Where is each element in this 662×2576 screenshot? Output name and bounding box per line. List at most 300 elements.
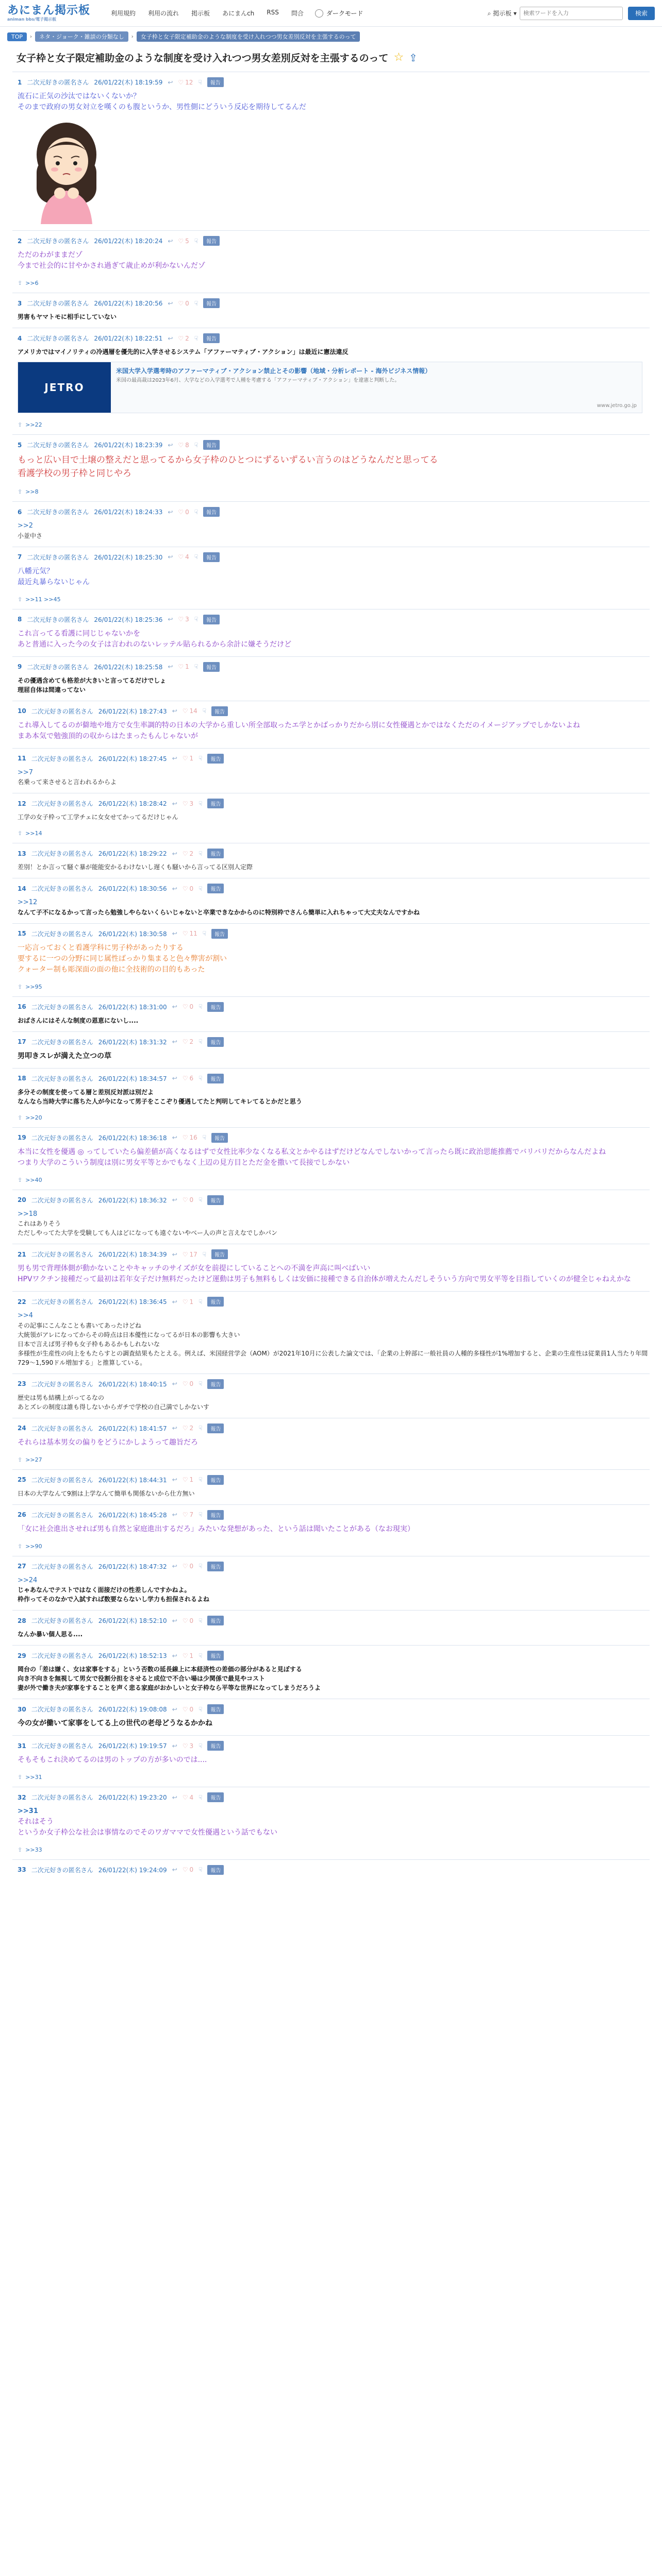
share-icon[interactable]: ⇪ — [18, 1114, 23, 1121]
post-number[interactable]: 20 — [18, 1196, 26, 1204]
reply-icon[interactable]: ↩ — [168, 616, 173, 623]
share-icon[interactable]: ⇪ — [18, 1774, 23, 1781]
report-badge[interactable]: 報告 — [207, 1475, 224, 1485]
reply-icon[interactable]: ↩ — [168, 299, 173, 307]
post — [12, 609, 650, 656]
reply-anchor-list[interactable]: >>20 — [25, 1114, 42, 1121]
reply-icon[interactable]: ↩ — [168, 334, 173, 342]
post-number[interactable]: 11 — [18, 755, 26, 762]
report-badge[interactable]: 報告 — [203, 236, 220, 246]
heart-icon: ♡ — [182, 1705, 188, 1713]
report-badge[interactable]: 報告 — [207, 1792, 224, 1802]
thumbs-down-icon[interactable]: ☟ — [202, 1134, 207, 1141]
post-body — [18, 676, 650, 694]
thumbs-down-icon[interactable]: ☟ — [198, 1511, 203, 1518]
report-badge[interactable]: 報告 — [207, 1002, 224, 1012]
post-body — [18, 1718, 650, 1729]
post-number[interactable]: 16 — [18, 1003, 26, 1010]
post-date: 26/01/22(木) 19:19:57 — [98, 1742, 167, 1750]
breadcrumb-top[interactable]: TOP — [7, 32, 27, 41]
reply-icon[interactable]: ↩ — [172, 1705, 177, 1713]
thumbs-down-icon[interactable]: ☟ — [202, 707, 207, 715]
report-badge[interactable]: 報告 — [207, 1616, 224, 1625]
reply-icon[interactable]: ↩ — [172, 1380, 177, 1387]
heart-icon: ♡ — [182, 1742, 188, 1750]
post-number[interactable]: 8 — [18, 616, 22, 623]
post-date: 26/01/22(木) 18:23:39 — [94, 442, 163, 449]
like-button[interactable] — [183, 1511, 193, 1518]
like-button[interactable] — [183, 1794, 193, 1801]
thumbs-down-icon[interactable]: ☟ — [198, 885, 203, 892]
reply-icon[interactable]: ↩ — [172, 1866, 177, 1873]
thumbs-down-icon[interactable]: ☟ — [198, 1617, 203, 1624]
post — [12, 1031, 650, 1068]
report-badge[interactable]: 報告 — [207, 1195, 224, 1205]
like-button[interactable] — [178, 335, 189, 342]
post-author: 二次元好きの匿名さん — [31, 1251, 93, 1258]
anchor-link[interactable]: >>24 — [18, 1576, 38, 1584]
like-button[interactable] — [178, 442, 189, 449]
reply-icon[interactable]: ↩ — [168, 508, 173, 516]
like-button[interactable] — [183, 1563, 193, 1570]
thumbs-down-icon[interactable]: ☟ — [198, 1038, 203, 1045]
post-text-line: 「女に社会進出させれば男も自然と家庭進出するだろ」みたいな発想があった、という話は聞いたことがある（なお現実） — [18, 1524, 415, 1533]
post-meta — [18, 1792, 650, 1802]
thumbs-down-icon[interactable]: ☟ — [198, 1075, 203, 1082]
thumbs-down-icon[interactable]: ☟ — [194, 553, 198, 561]
reply-icon[interactable]: ↩ — [172, 800, 177, 807]
like-button[interactable] — [183, 1251, 197, 1258]
post-number[interactable]: 1 — [18, 78, 22, 86]
post-number[interactable]: 14 — [18, 885, 26, 892]
post-text-line: アメリカではマイノリティの冷遇層を優先的に入学させるシステム「アファーマティブ・アクション」は最近に憲法違反 — [18, 348, 349, 355]
like-button[interactable] — [183, 755, 193, 762]
post-number[interactable]: 15 — [18, 930, 26, 937]
post-number[interactable]: 10 — [18, 707, 26, 715]
nav-terms[interactable]: 利用規約 — [111, 10, 136, 17]
heart-icon: ♡ — [182, 1196, 188, 1204]
like-button[interactable] — [183, 1134, 197, 1141]
post-text-line: そもそもこれ決めてるのは男のトップの方が多いのでは.... — [18, 1756, 207, 1764]
like-button[interactable] — [183, 1075, 193, 1082]
post-text-line: HPVワクチン接種だって最初は若年女子だけ無料だったけど運動は男子も無料もしくは安価に接種できる自治体が増えたんだしそういう方向で男女平等を目指していくのが健全じゃねえかな — [18, 1275, 631, 1283]
nav-board[interactable]: 掲示板 — [191, 10, 210, 17]
share-icon[interactable]: ⇪ — [18, 1846, 23, 1853]
post-number[interactable]: 30 — [18, 1705, 26, 1713]
report-badge[interactable]: 報告 — [207, 754, 224, 764]
share-icon[interactable]: ⇪ — [18, 280, 23, 286]
dark-mode-label: ダークモード — [326, 10, 363, 17]
like-button[interactable] — [183, 885, 193, 892]
post-meta — [18, 1651, 650, 1660]
post — [12, 793, 650, 843]
thumbs-down-icon[interactable]: ☟ — [198, 1196, 203, 1204]
post-body — [18, 1393, 650, 1412]
reply-icon[interactable]: ↩ — [168, 553, 173, 561]
report-badge[interactable]: 報告 — [207, 1074, 224, 1083]
report-badge[interactable]: 報告 — [207, 1297, 224, 1307]
like-button[interactable] — [183, 1476, 193, 1483]
post-text-line: 多分その制度を使ってる層と差別反対派は別だよ — [18, 1088, 154, 1096]
reply-icon[interactable]: ↩ — [172, 1196, 177, 1204]
reply-anchors — [18, 984, 650, 990]
post — [12, 1127, 650, 1190]
post-body — [18, 454, 650, 480]
anchor-link[interactable]: >>2 — [18, 522, 34, 530]
reply-icon[interactable]: ↩ — [172, 1742, 177, 1750]
like-count: 4 — [185, 553, 189, 561]
reply-icon[interactable]: ↩ — [172, 707, 177, 715]
post-body — [18, 1088, 650, 1106]
reply-icon[interactable]: ↩ — [172, 1511, 177, 1518]
reply-icon[interactable]: ↩ — [172, 1476, 177, 1483]
post-meta — [18, 1704, 650, 1714]
reply-icon[interactable]: ↩ — [172, 1250, 177, 1258]
post-text-line: 小並中さ — [18, 532, 43, 539]
like-button[interactable] — [183, 1038, 193, 1045]
post-number[interactable]: 28 — [18, 1617, 26, 1624]
post-meta — [18, 1616, 650, 1625]
like-button[interactable] — [183, 1706, 193, 1713]
reply-anchors — [18, 1177, 650, 1183]
reply-icon[interactable]: ↩ — [168, 441, 173, 449]
heart-icon: ♡ — [182, 850, 188, 857]
report-badge[interactable]: 報告 — [207, 1510, 224, 1520]
share-icon[interactable]: ⇪ — [18, 1176, 23, 1183]
thumbs-down-icon[interactable]: ☟ — [198, 1652, 203, 1659]
post-date: 26/01/22(木) 18:27:45 — [98, 755, 167, 762]
link-info — [111, 362, 642, 413]
post-body — [18, 720, 650, 742]
like-count: 0 — [189, 1617, 194, 1624]
thumbs-down-icon[interactable]: ☟ — [194, 508, 198, 516]
like-button[interactable] — [183, 1003, 193, 1010]
report-badge[interactable]: 報告 — [203, 552, 220, 562]
reply-icon[interactable]: ↩ — [172, 755, 177, 762]
like-button[interactable] — [183, 800, 193, 807]
post-number[interactable]: 33 — [18, 1866, 26, 1873]
like-button[interactable] — [183, 1298, 193, 1306]
share-icon[interactable]: ⇪ — [18, 830, 23, 837]
heart-icon: ♡ — [182, 1038, 188, 1045]
thumbs-down-icon[interactable]: ☟ — [194, 334, 198, 342]
post-number[interactable]: 5 — [18, 441, 22, 449]
reply-icon[interactable]: ↩ — [172, 1298, 177, 1306]
anchor-link[interactable]: >>4 — [18, 1312, 34, 1319]
search-input[interactable] — [520, 7, 623, 20]
like-count: 1 — [185, 663, 189, 670]
report-badge[interactable]: 報告 — [207, 1651, 224, 1660]
like-button[interactable] — [178, 79, 193, 86]
post-number[interactable]: 23 — [18, 1380, 26, 1387]
anchor-link[interactable]: >>31 — [18, 1807, 38, 1815]
reply-icon[interactable]: ↩ — [168, 663, 173, 670]
post-text-line: 岡台の「差は嫌く、女は家事をする」という否数の延長線上に本経済性の差価の部分があると見ぼする — [18, 1666, 302, 1673]
search-button[interactable]: 検索 — [628, 7, 655, 20]
thumbs-down-icon[interactable]: ☟ — [198, 850, 203, 857]
breadcrumb-thread[interactable]: 女子枠と女子限定補助金のような制度を受け入れつつ男女差別反対を主張するのって — [137, 31, 360, 42]
report-badge[interactable]: 報告 — [207, 1379, 224, 1389]
post-author: 二次元好きの匿名さん — [31, 707, 93, 715]
post-number[interactable]: 9 — [18, 663, 22, 670]
like-button[interactable] — [178, 300, 189, 307]
report-badge[interactable]: 報告 — [207, 799, 224, 808]
post-text-line: その記事にこんなことも書いてあったけどね — [18, 1321, 141, 1329]
link-preview-card[interactable] — [18, 362, 642, 413]
like-button[interactable] — [183, 1196, 193, 1204]
like-count: 1 — [189, 1476, 194, 1483]
post-number[interactable]: 2 — [18, 237, 22, 245]
post-number[interactable]: 27 — [18, 1563, 26, 1570]
nav-animanch[interactable]: あにまんch — [222, 10, 255, 17]
post-date: 26/01/22(木) 19:23:20 — [98, 1794, 167, 1801]
like-button[interactable] — [183, 1380, 193, 1387]
heart-icon: ♡ — [182, 755, 188, 762]
heart-icon: ♡ — [178, 663, 184, 670]
thumbs-down-icon[interactable]: ☟ — [198, 1003, 203, 1010]
post-author: 二次元好きの匿名さん — [31, 1563, 93, 1570]
post-date: 26/01/22(木) 18:22:51 — [94, 335, 163, 342]
thumbs-down-icon[interactable]: ☟ — [198, 1742, 203, 1750]
heart-icon: ♡ — [182, 1003, 188, 1010]
reply-anchor-list[interactable]: >>14 — [25, 830, 42, 837]
post-text-line: 日本の大学なんて9割は上学なんて簡単も関係ないから仕方無い — [18, 1489, 195, 1497]
reply-icon[interactable]: ↩ — [168, 237, 173, 245]
reply-icon[interactable]: ↩ — [172, 1617, 177, 1624]
share-icon[interactable]: ⇪ — [18, 1543, 23, 1550]
post-author: 二次元好きの匿名さん — [31, 1652, 93, 1659]
thumbs-down-icon[interactable]: ☟ — [194, 441, 198, 449]
reply-icon[interactable]: ↩ — [168, 78, 173, 86]
share-icon[interactable]: ⇪ — [18, 983, 23, 990]
report-badge[interactable]: 報告 — [211, 929, 228, 939]
like-button[interactable] — [178, 238, 189, 245]
post-number[interactable]: 29 — [18, 1652, 26, 1659]
post — [12, 1374, 650, 1418]
thumbs-down-icon[interactable]: ☟ — [194, 663, 198, 670]
like-button[interactable] — [183, 930, 197, 937]
like-button[interactable] — [183, 1866, 193, 1873]
reply-anchor-list[interactable]: >>8 — [25, 488, 39, 495]
post-body — [18, 1209, 650, 1238]
post — [12, 501, 650, 547]
thumbs-down-icon[interactable]: ☟ — [198, 1298, 203, 1306]
reply-anchor-list[interactable]: >>6 — [25, 280, 39, 286]
post-meta — [18, 236, 650, 246]
post-meta — [18, 1510, 650, 1520]
like-button[interactable] — [178, 663, 189, 670]
report-badge[interactable]: 報告 — [203, 662, 220, 672]
post — [12, 547, 650, 609]
post-number[interactable]: 19 — [18, 1134, 26, 1141]
anchor-link[interactable]: >>18 — [18, 1210, 38, 1218]
post-number[interactable]: 4 — [18, 334, 22, 342]
thumbs-down-icon[interactable]: ☟ — [198, 1866, 203, 1873]
report-badge[interactable]: 報告 — [207, 1423, 224, 1433]
reply-icon[interactable]: ↩ — [172, 1003, 177, 1010]
post-body — [18, 1263, 650, 1285]
post-text-line: あとズレの制度は誰も得しないからガチで学校の自己満でしかないす — [18, 1403, 210, 1411]
share-icon[interactable]: ⇪ — [18, 488, 23, 495]
post-number[interactable]: 25 — [18, 1476, 26, 1483]
like-button[interactable] — [178, 616, 189, 623]
thumbs-down-icon[interactable]: ☟ — [194, 616, 198, 623]
report-badge[interactable]: 報告 — [203, 615, 220, 624]
reply-anchors — [18, 1456, 650, 1463]
nav-rss[interactable]: RSS — [267, 9, 279, 16]
reply-icon[interactable]: ↩ — [172, 930, 177, 937]
heart-icon: ♡ — [178, 441, 184, 449]
post-date: 26/01/22(木) 18:40:15 — [98, 1380, 167, 1388]
post-number[interactable]: 32 — [18, 1793, 26, 1801]
thumbs-down-icon[interactable]: ☟ — [194, 299, 198, 307]
thumbs-down-icon[interactable]: ☟ — [198, 1425, 203, 1432]
nav-contact[interactable]: 問合 — [291, 10, 304, 17]
like-button[interactable] — [183, 707, 197, 715]
report-badge[interactable]: 報告 — [203, 298, 220, 308]
thumbs-down-icon[interactable]: ☟ — [198, 1380, 203, 1387]
thumbs-down-icon[interactable]: ☟ — [194, 237, 198, 245]
breadcrumb-category[interactable]: ネタ・ジョーク・雑談の分類なし — [35, 31, 128, 42]
reply-icon[interactable]: ↩ — [172, 1038, 177, 1045]
report-badge[interactable]: 報告 — [207, 1562, 224, 1571]
thumbs-down-icon[interactable]: ☟ — [202, 1250, 207, 1258]
share-icon[interactable]: ⇪ — [18, 421, 23, 428]
reply-anchor-list[interactable]: >>27 — [25, 1456, 42, 1463]
thumbs-down-icon[interactable]: ☟ — [202, 930, 207, 937]
post-text-line: なんなら当時大学に落ちた人が今になって男子をここぞり優遇してたと判明してキレてるとかだと思う — [18, 1097, 302, 1105]
like-button[interactable] — [183, 1617, 193, 1624]
chevron-down-icon: ▾ — [513, 10, 517, 17]
report-badge[interactable]: 報告 — [203, 507, 220, 517]
post-date: 26/01/22(木) 18:34:57 — [98, 1075, 167, 1082]
reply-icon[interactable]: ↩ — [172, 850, 177, 857]
chevron-right-icon: › — [30, 33, 32, 40]
anchor-link[interactable]: >>12 — [18, 899, 38, 906]
anchor-link[interactable]: >>7 — [18, 768, 34, 776]
reply-icon[interactable]: ↩ — [172, 1134, 177, 1141]
share-icon[interactable]: ⇪ — [18, 1456, 23, 1463]
favorite-star-icon[interactable]: ☆ — [393, 51, 404, 64]
report-badge[interactable]: 報告 — [207, 1741, 224, 1751]
reply-anchors — [18, 1543, 650, 1550]
link-title[interactable]: 米国大学入学選考時のアファーマティブ・アクション禁止とその影響（地域・分析レポート - 海外ビジネス情報） — [116, 367, 432, 375]
report-badge[interactable]: 報告 — [207, 1865, 224, 1875]
post-number[interactable]: 18 — [18, 1075, 26, 1082]
post-meta — [18, 1297, 650, 1307]
report-badge[interactable]: 報告 — [203, 333, 220, 343]
post-text-line: 工学の女子枠って工学チェに女女せてかってるだけじゃん — [18, 814, 178, 821]
post-date: 26/01/22(木) 18:52:13 — [98, 1652, 167, 1659]
like-count: 8 — [185, 441, 189, 449]
post-number[interactable]: 7 — [18, 553, 22, 561]
post-number[interactable]: 21 — [18, 1250, 26, 1258]
post-author: 二次元好きの匿名さん — [27, 442, 89, 449]
nav-flow[interactable]: 利用の流れ — [148, 10, 179, 17]
reply-anchor-list[interactable]: >>90 — [25, 1543, 42, 1550]
share-icon[interactable]: ⇪ — [18, 596, 23, 603]
reply-anchor-list[interactable]: >>95 — [25, 983, 42, 990]
reply-anchor-list[interactable]: >>40 — [25, 1176, 42, 1183]
site-logo[interactable] — [7, 5, 90, 22]
reply-icon[interactable]: ↩ — [172, 1075, 177, 1082]
post-body — [18, 347, 650, 357]
post-number[interactable]: 24 — [18, 1425, 26, 1432]
post-date: 26/01/22(木) 18:25:36 — [94, 616, 163, 623]
reply-anchor-list[interactable]: >>31 — [25, 1774, 42, 1781]
thumbs-down-icon[interactable]: ☟ — [198, 1563, 203, 1570]
report-badge[interactable]: 報告 — [211, 1133, 228, 1143]
thumbs-down-icon[interactable]: ☟ — [198, 755, 203, 762]
heart-icon: ♡ — [182, 1298, 188, 1306]
reply-anchor-list[interactable]: >>22 — [25, 421, 42, 428]
like-button[interactable] — [183, 850, 193, 857]
like-button[interactable] — [183, 1652, 193, 1659]
post-date: 26/01/22(木) 18:52:10 — [98, 1617, 167, 1624]
reply-icon[interactable]: ↩ — [172, 1793, 177, 1801]
report-badge[interactable]: 報告 — [203, 440, 220, 450]
post-author: 二次元好きの匿名さん — [31, 1196, 93, 1204]
link-thumbnail: JETRO — [18, 362, 111, 413]
post-author: 二次元好きの匿名さん — [31, 1003, 93, 1011]
report-badge[interactable]: 報告 — [207, 77, 224, 87]
report-badge[interactable]: 報告 — [207, 884, 224, 893]
thumbs-down-icon[interactable]: ☟ — [198, 800, 203, 807]
post-author: 二次元好きの匿名さん — [31, 1742, 93, 1750]
thumbs-down-icon[interactable]: ☟ — [198, 78, 202, 86]
like-button[interactable] — [183, 1425, 193, 1432]
report-badge[interactable]: 報告 — [211, 706, 228, 716]
thumbs-down-icon[interactable]: ☟ — [198, 1705, 203, 1713]
reply-icon[interactable]: ↩ — [172, 1652, 177, 1659]
thumbs-down-icon[interactable]: ☟ — [198, 1476, 203, 1483]
search-scope-select[interactable] — [488, 9, 517, 18]
share-icon[interactable]: ⇪ — [409, 51, 418, 64]
post-number[interactable]: 6 — [18, 508, 22, 516]
post — [12, 996, 650, 1031]
post-number[interactable]: 12 — [18, 800, 26, 807]
report-badge[interactable]: 報告 — [207, 1704, 224, 1714]
report-badge[interactable]: 報告 — [211, 1249, 228, 1259]
post-text-line: 向き不向きを無視して男女で役割分担をさせると成位で不合い場は少関係で最見やコスト — [18, 1675, 266, 1682]
post-number[interactable]: 13 — [18, 850, 26, 857]
post-author: 二次元好きの匿名さん — [31, 800, 93, 807]
reply-anchor-list[interactable]: >>33 — [25, 1846, 42, 1853]
post-number[interactable]: 26 — [18, 1511, 26, 1518]
reply-icon[interactable]: ↩ — [172, 1563, 177, 1570]
like-button[interactable] — [178, 509, 189, 516]
report-badge[interactable]: 報告 — [207, 849, 224, 858]
post-number[interactable]: 17 — [18, 1038, 26, 1045]
reply-icon[interactable]: ↩ — [172, 1425, 177, 1432]
post-number[interactable]: 22 — [18, 1298, 26, 1306]
thumbs-down-icon[interactable]: ☟ — [198, 1793, 203, 1801]
reply-anchor-list[interactable]: >>11 >>45 — [25, 596, 61, 603]
post-number[interactable]: 3 — [18, 299, 22, 307]
post-body — [18, 1755, 650, 1766]
post-text-line: 流石に正気の沙汰ではないくないか？ — [18, 92, 140, 100]
reply-icon[interactable]: ↩ — [172, 885, 177, 892]
post-author: 二次元好きの匿名さん — [31, 1134, 93, 1142]
like-button[interactable] — [183, 1742, 193, 1750]
post-number[interactable]: 31 — [18, 1742, 26, 1750]
dark-mode-toggle[interactable] — [315, 9, 363, 18]
like-button[interactable] — [178, 553, 189, 561]
post-text-line: おばさんにはそんな制度の恩恵にないし.... — [18, 1016, 139, 1024]
post-illustration[interactable] — [18, 116, 115, 224]
report-badge[interactable]: 報告 — [207, 1037, 224, 1047]
post-text-line: 歴史は男も結構上がってるなの — [18, 1394, 105, 1401]
